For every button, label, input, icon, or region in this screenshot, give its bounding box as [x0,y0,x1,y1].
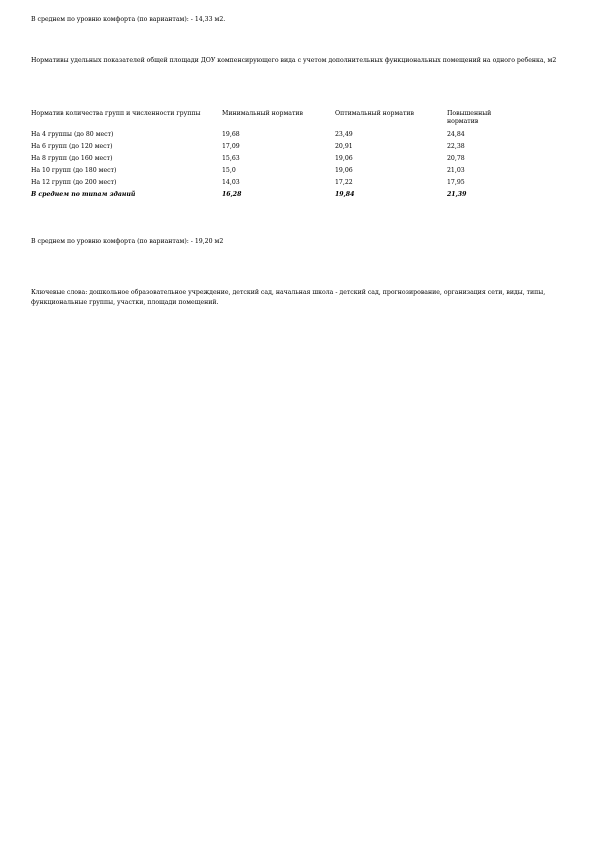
row-label: На 6 групп (до 120 мест) [31,143,113,150]
cell-increased: 20,78 [447,155,465,162]
cell-minimal: 15,63 [222,155,240,162]
cell-optimal: 19,06 [335,155,353,162]
keywords-paragraph: Ключевые слова: дошкольное образовательное учреждение, детский сад, начальная школа - детский сад, прогнозирование, организация сети, виды, типы, функциональные группы, участки, площади помещений. [31,289,546,306]
header-optimal: Оптимальный норматив [335,110,415,117]
table-header-row [31,110,511,131]
row-label: На 8 групп (до 160 мест) [31,155,113,162]
cell-minimal: 15,0 [222,167,236,174]
cell-optimal: 19,06 [335,167,353,174]
row-label: На 12 групп (до 200 мест) [31,179,117,186]
cell-minimal: 17,09 [222,143,240,150]
cell-minimal: 19,68 [222,131,240,138]
cell-increased: 22,38 [447,143,465,150]
row-label: На 4 группы (до 80 мест) [31,131,114,138]
header-increased: Повышенный норматив [447,110,492,125]
average-optimal: 19,84 [335,191,355,198]
cell-minimal: 14,03 [222,179,240,186]
average-minimal: 16,28 [222,191,242,198]
header-groups: Норматив количества групп и численности группы [31,110,201,117]
table-row [31,155,511,167]
row-label: На 10 групп (до 180 мест) [31,167,117,174]
header-minimal: Минимальный норматив [222,110,303,117]
cell-increased: 17,95 [447,179,465,186]
table-heading: Нормативы удельных показателей общей площади ДОУ компенсирующего вида с учетом дополнительных функциональных помещений на одного ребенка, м2 [31,57,557,64]
cell-optimal: 20,91 [335,143,353,150]
cell-optimal: 23,49 [335,131,353,138]
comfort-average-line-2: В среднем по уровню комфорта (по вариантам): - 19,20 м2 [31,238,224,245]
table-row [31,143,511,155]
norms-table [31,110,511,203]
cell-optimal: 17,22 [335,179,353,186]
cell-increased: 21,03 [447,167,465,174]
average-increased: 21,39 [447,191,467,198]
average-label: В среднем по типам зданий [31,191,136,198]
table-average-row [31,191,511,203]
table-row [31,167,511,179]
table-row [31,131,511,143]
comfort-average-line-1: В среднем по уровню комфорта (по вариантам): - 14,33 м2. [31,16,226,23]
cell-increased: 24,84 [447,131,465,138]
table-row [31,179,511,191]
